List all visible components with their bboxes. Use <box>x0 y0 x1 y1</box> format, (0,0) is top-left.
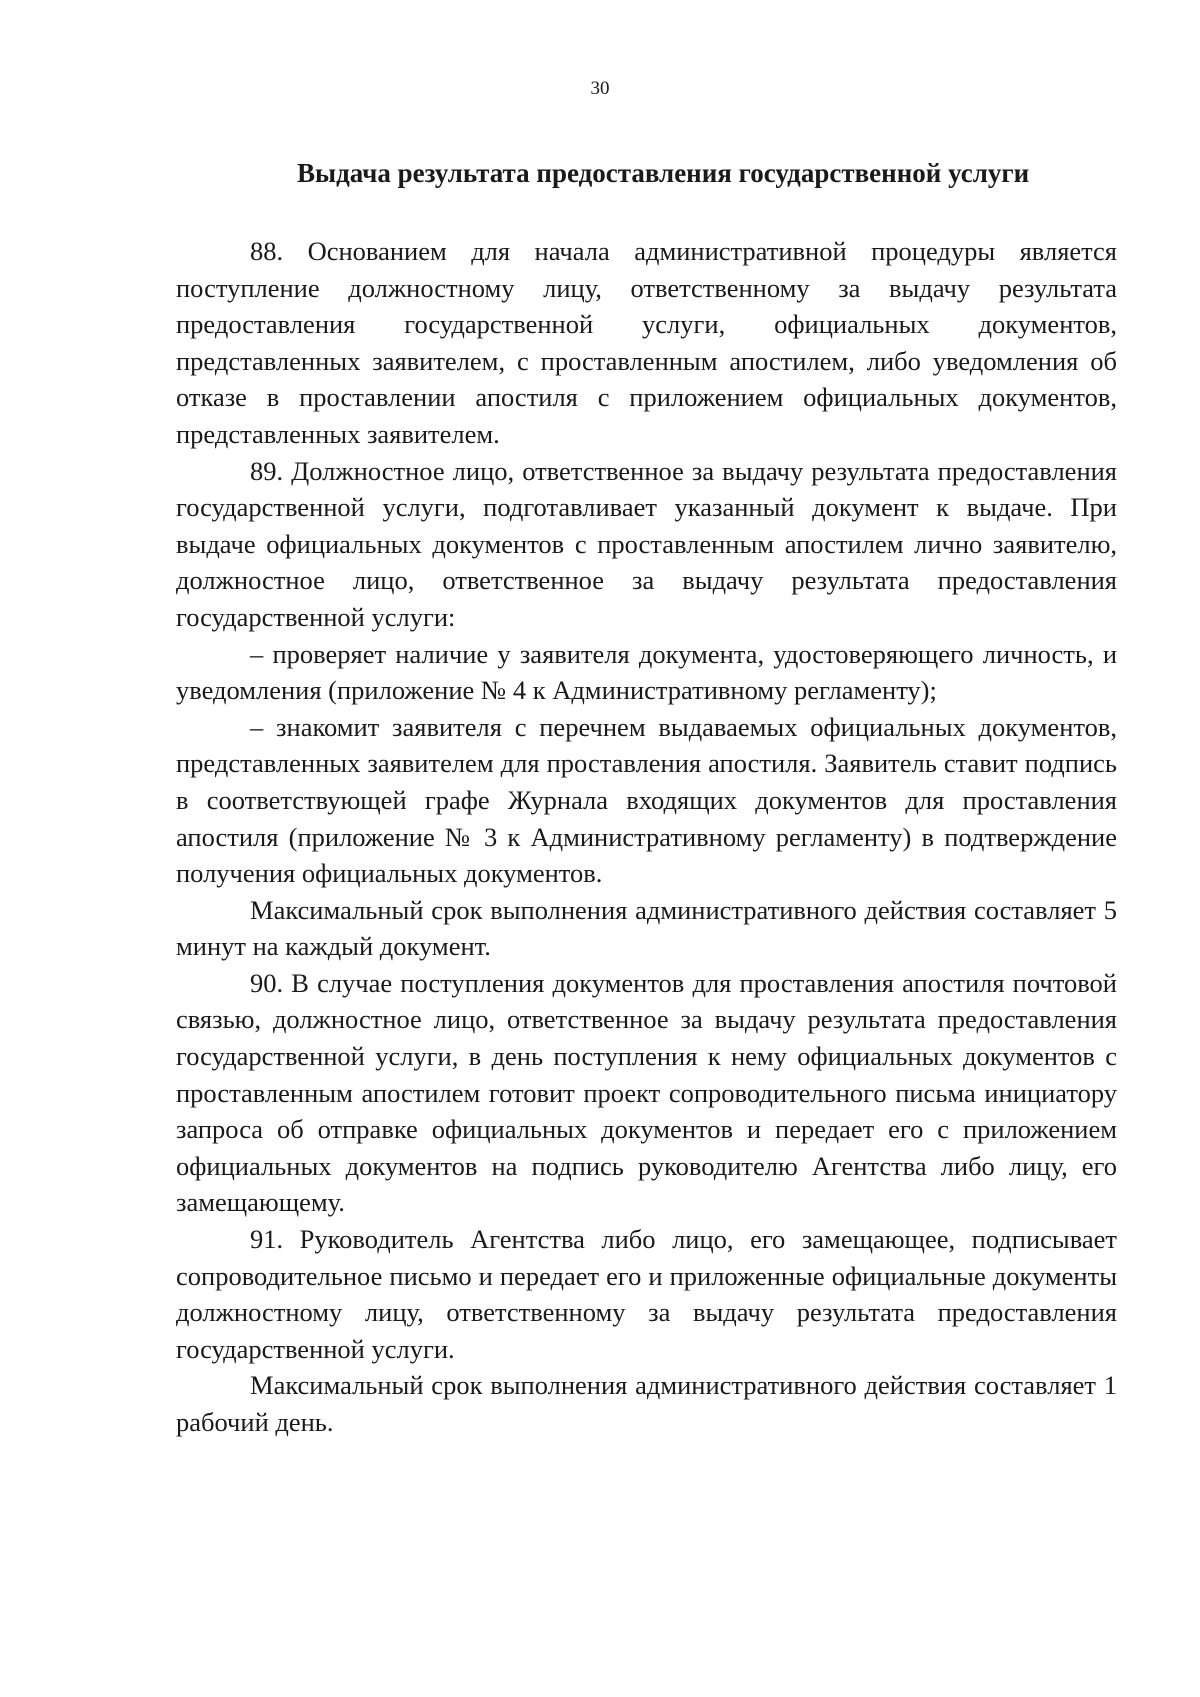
paragraph-deadline-1-day: Максимальный срок выполнения административного действия составляет 1 рабочий день. <box>176 1370 1117 1437</box>
paragraph-89: 89. Должностное лицо, ответственное за выдачу результата предоставления государственной услуги, подготавливает указанный документ к выдаче. При выдаче официальных документов с проставленным апостилем лично заявителю, должностное лицо, ответственное за выдачу результата предоставления государственной услуги: <box>176 455 1117 632</box>
list-item-check-identity: – проверяет наличие у заявителя документа, удостоверяющего личность, и уведомления (приложение № 4 к Административному регламенту); <box>176 638 1117 706</box>
paragraph-deadline-5-minutes: Максимальный срок выполнения административного действия составляет 5 минут на каждый документ. <box>176 894 1117 962</box>
document-body <box>176 233 1117 1441</box>
paragraph-91: 91. Руководитель Агентства либо лицо, его замещающее, подписывает сопроводительное письмо и передает его и приложенные официальные документы должностному лицу, ответственному за выдачу результата предоставления государственной услуги. <box>176 1224 1117 1364</box>
list-item-acquaint-documents: – знакомит заявителя с перечнем выдаваемых официальных документов, представленных заявителем для проставления апостиля. Заявитель ставит подпись в соответствующей графе Журнала входящих документов для проставления апостиля (приложение № 3 к Административному регламенту) в подтверждение получения официальных документов. <box>176 711 1117 889</box>
paragraph-90: 90. В случае поступления документов для проставления апостиля почтовой связью, должностное лицо, ответственное за выдачу результата предоставления государственной услуги, в день поступления к нему официальных документов с проставленным апостилем готовит проект сопроводительного письма инициатору запроса об отправке официальных документов и передает его с приложением официальных документов на подпись руководителю Агентства либо лицу, его замещающему. <box>176 967 1117 1218</box>
section-heading: Выдача результата предоставления государственной услуги <box>297 158 1030 188</box>
paragraph-88: 88. Основанием для начала административной процедуры является поступление должностному лицу, ответственному за выдачу результата предоставления государственной услуги, официальных документов, представленных заявителем, с проставленным апостилем, либо уведомления об отказе в проставлении апостиля с приложением официальных документов, представленных заявителем. <box>176 236 1117 449</box>
page-number: 30 <box>590 78 610 99</box>
